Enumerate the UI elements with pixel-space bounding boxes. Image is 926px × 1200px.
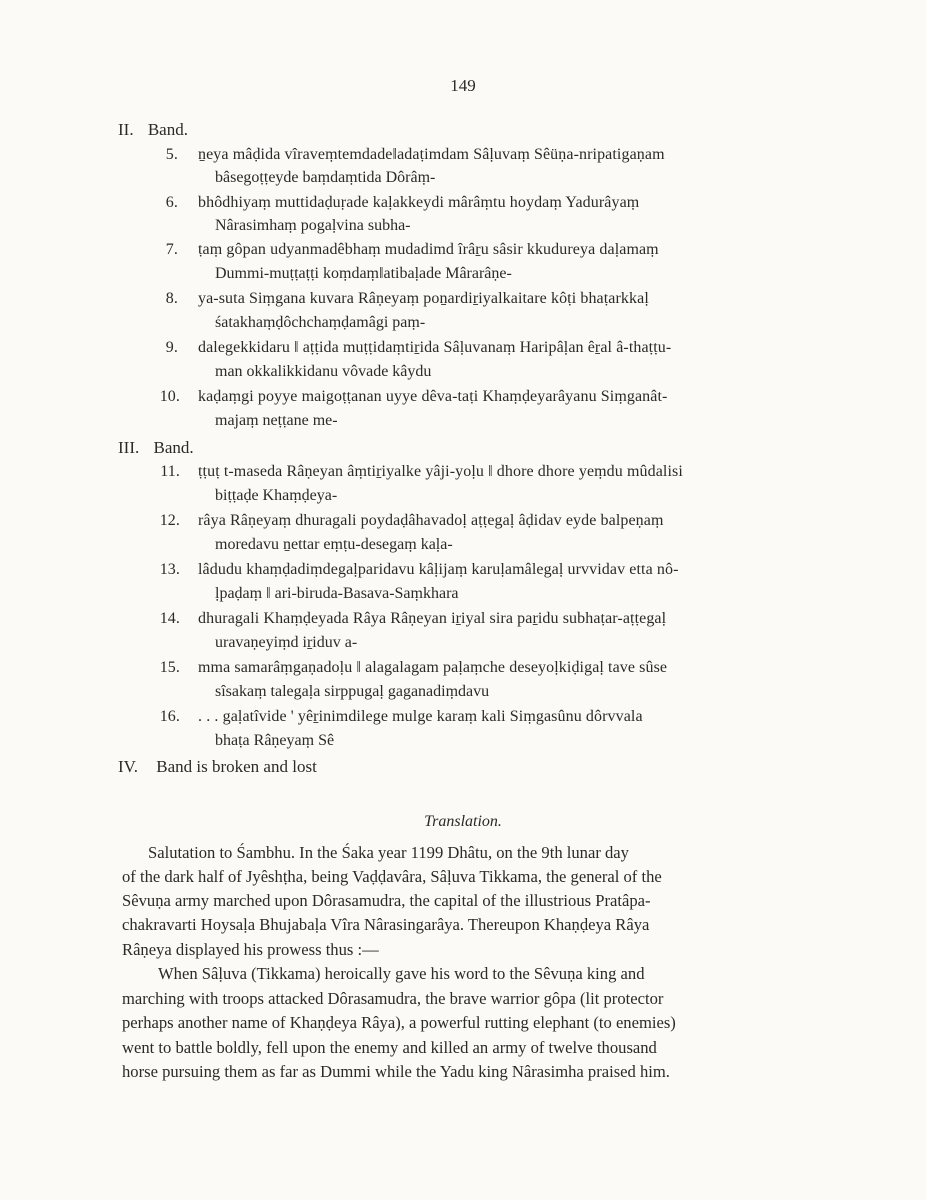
line-number: 6. [165,194,178,211]
line-text: dalegekkidaru ‖ aṭṭida muṭṭidaṃtiṟida Sâḷuvanaṃ Haripâḷan êṟal â-thaṭṭu- [198,339,672,356]
line-text: lâdudu khaṃḍadiṃdegaḷparidavu kâḷijaṃ karuḷamâlegaḷ urvvidav etta nô- [198,561,679,578]
page-number: 149 [450,76,476,95]
line-number: 15. [159,659,180,676]
line-number: 14. [159,610,180,627]
band-heading-iv [118,757,317,777]
line-text: ṭṭuṭ t-maseda Râṇeyan âṃtiṟiyalke yâji-yoḷu ‖ dhore dhore yeṃdu mûdalisi [198,463,683,480]
translation-line: of the dark half of Jyêshṭha, being Vaḍḍavâra, Sâḷuva Tikkama, the general of the [122,867,662,886]
line-number: 5. [165,146,178,163]
translation-line: perhaps another name of Khaṇḍeya Râya), a powerful rutting elephant (to enemies) [122,1013,676,1032]
line-continuation: sîsakaṃ talegaḷa sirppugaḷ gaganadiṃdavu [215,683,490,700]
line-number: 11. [160,463,180,480]
line-number: 12. [159,512,180,529]
band-label: Band is broken and lost [156,757,317,776]
line-continuation: Dummi-muṭṭaṭṭi koṃdaṃ‖atibaḷade Mârarâṇe- [215,265,512,282]
line-text: bhôdhiyaṃ muttidaḍuṛade kaḷakkeydi mârâṃtu hoydaṃ Yadurâyaṃ [198,194,640,211]
line-continuation: majaṃ neṭṭane me- [215,412,338,429]
line-continuation: biṭṭaḍe Khaṃḍeya- [215,487,338,504]
line-text: ṉeya mâḍida vîraveṃtemdade‖adaṭimdam Sâḷuvaṃ Sêüṇa-nripatigaṇam [198,146,665,163]
line-continuation: uravaṇeyiṃd iṟiduv a- [215,634,358,651]
line-text: . . . gaḷatîvide ' yêṟinimdilege mulge karaṃ kali Siṃgasûnu dôrvvala [198,708,643,725]
line-number: 13. [159,561,180,578]
line-continuation: Nârasimhaṃ pogaḷvina subha- [215,217,411,234]
line-number: 9. [165,339,178,356]
translation-line: When Sâḷuva (Tikkama) heroically gave his word to the Sêvuṇa king and [158,964,645,983]
band-number: IV. [118,757,138,776]
band-label: Band. [147,120,188,139]
translation-line: went to battle boldly, fell upon the enemy and killed an army of twelve thousand [122,1038,657,1057]
line-continuation: bhaṭa Râṇeyaṃ Sê [215,732,335,749]
line-number: 7. [165,241,178,258]
translation-line: Râṇeya displayed his prowess thus :— [122,940,379,959]
line-text: ṭaṃ gôpan udyanmadêbhaṃ mudadimd îrâṟu sâsir kkudureya daḷamaṃ [198,241,659,258]
line-continuation: ḷpaḍaṃ ‖ ari-biruda-Basava-Saṃkhara [215,585,459,602]
translation-title: Translation. [424,813,502,830]
band-number: II. [118,120,134,139]
line-text: ya-suta Siṃgana kuvara Râṇeyaṃ poṉardiṟiyalkaitare kôṭi bhaṭarkkaḷ [198,290,649,307]
line-continuation: śatakhaṃḍôchchaṃḍamâgi paṃ- [215,314,426,331]
line-text: dhuragali Khaṃḍeyada Râya Râṇeyan iṟiyal sira paṟidu subhaṭar-aṭṭegaḷ [198,610,667,627]
line-continuation: man okkalikkidanu vôvade kâydu [215,363,432,380]
line-number: 16. [159,708,180,725]
line-number: 10. [159,388,180,405]
line-continuation: bâsegoṭṭeyde baṃdaṃtida Dôrâṃ- [215,169,436,186]
line-number: 8. [165,290,178,307]
line-text: râya Râṇeyaṃ dhuragali poydaḍâhavadoḷ aṭṭegaḷ âḍidav eyde balpeṇaṃ [198,512,664,529]
translation-line: chakravarti Hoysaḷa Bhujabaḷa Vîra Nârasingarâya. Thereupon Khaṇḍeya Râya [122,915,650,934]
band-heading-ii [118,120,188,140]
line-text: mma samarâṃgaṇadoḷu ‖ alagalagam paḷaṃche deseyoḷkiḍigaḷ tave sûse [198,659,668,676]
band-heading-iii [118,438,194,458]
translation-line: horse pursuing them as far as Dummi while the Yadu king Nârasimha praised him. [122,1062,670,1081]
translation-line: marching with troops attacked Dôrasamudra, the brave warrior gôpa (lit protector [122,989,664,1008]
band-label: Band. [153,438,194,457]
line-continuation: moredavu ṉettar eṃṭu-desegaṃ kaḷa- [215,536,453,553]
band-number: III. [118,438,140,457]
translation-line: Salutation to Śambhu. In the Śaka year 1199 Dhâtu, on the 9th lunar day [148,843,629,862]
line-text: kaḍaṃgi poyye maigoṭṭanan uyye dêva-taṭi Khaṃḍeyarâyanu Siṃganât- [198,388,668,405]
translation-line: Sêvuṇa army marched upon Dôrasamudra, the capital of the illustrious Pratâpa- [122,891,651,910]
